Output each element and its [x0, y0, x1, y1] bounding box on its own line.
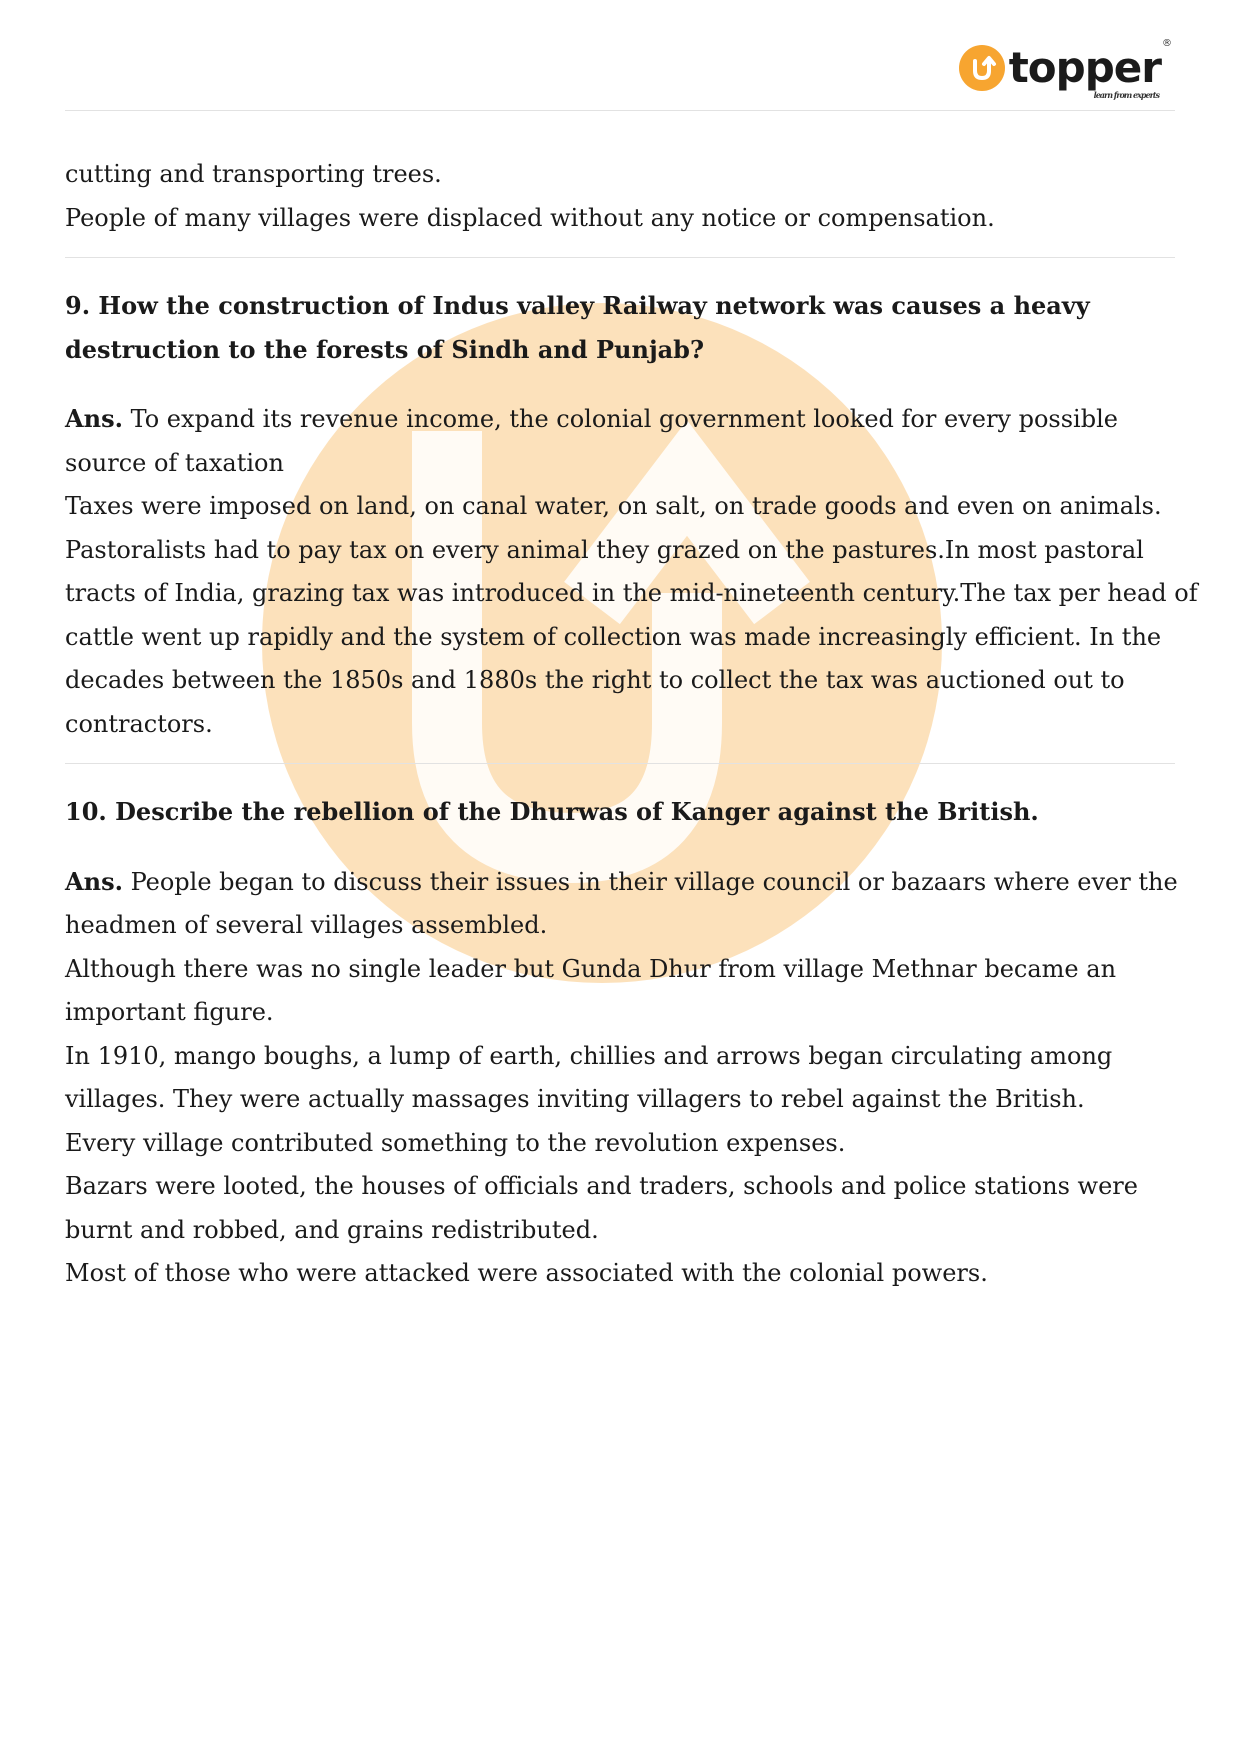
answer-line: Every village contributed something to the revolution expenses.	[65, 1128, 846, 1157]
answer-text: People began to discuss their issues in their village council or bazaars where ever the	[122, 867, 1178, 896]
answer-line	[65, 860, 1178, 905]
answer-label: Ans.	[65, 866, 123, 896]
text-line: cutting and transporting trees.	[65, 160, 442, 188]
question-10	[65, 790, 1175, 834]
question-line: destruction to the forests of Sindh and Punjab?	[65, 334, 705, 364]
answer-9	[65, 397, 1198, 746]
answer-line: important figure.	[65, 998, 274, 1026]
answer-line: headmen of several villages assembled.	[65, 911, 548, 939]
answer-line: Most of those who were attacked were associated with the colonial powers.	[65, 1259, 988, 1287]
answer-line: Taxes were imposed on land, on canal water, on salt, on trade goods and even on animals.	[65, 492, 1162, 520]
page-header	[65, 0, 1175, 111]
section-divider	[65, 763, 1175, 764]
answer-line: Pastoralists had to pay tax on every animal they grazed on the pastures.In most pastoral	[65, 535, 1144, 564]
topper-logo	[959, 38, 1171, 100]
answer-line: In 1910, mango boughs, a lump of earth, chillies and arrows began circulating among	[65, 1041, 1113, 1070]
logo-registered-mark: ®	[1162, 38, 1171, 49]
section-divider	[65, 257, 1175, 258]
answer-line: burnt and robbed, and grains redistributed.	[65, 1215, 599, 1244]
answer-line: villages. They were actually massages inviting villagers to rebel against the British.	[65, 1085, 1085, 1113]
page-content	[65, 153, 1198, 1296]
answer-label: Ans.	[65, 404, 123, 433]
question-line: 10. Describe the rebellion of the Dhurwas of Kanger against the British.	[65, 797, 1039, 826]
answer-line: contractors.	[65, 709, 213, 738]
previous-answer-continuation	[65, 153, 1175, 240]
answer-line: cattle went up rapidly and the system of collection was made increasingly efficient. In the	[65, 622, 1162, 651]
answer-line: tracts of India, grazing tax was introduced in the mid-nineteenth century.The tax per head of	[65, 579, 1198, 607]
logo-text: topper	[1008, 43, 1161, 92]
question-9	[65, 284, 1175, 371]
answer-line	[65, 397, 1175, 442]
question-line: 9. How the construction of Indus valley Railway network was causes a heavy	[65, 291, 1090, 320]
answer-line: source of taxation	[65, 448, 284, 477]
answer-line: Although there was no single leader but Gunda Dhur from village Methnar became an	[65, 954, 1117, 983]
logo-wordmark	[1008, 38, 1171, 100]
u-arrow-icon	[959, 45, 1005, 91]
logo-tagline: learn from experts	[1093, 90, 1159, 100]
answer-text: To expand its revenue income, the colonial government looked for every possible	[122, 405, 1118, 433]
answer-10	[65, 860, 1178, 1296]
text-line: People of many villages were displaced without any notice or compensation.	[65, 203, 995, 232]
answer-line: decades between the 1850s and 1880s the right to collect the tax was auctioned out to	[65, 666, 1125, 694]
answer-line: Bazars were looted, the houses of officials and traders, schools and police stations were	[65, 1172, 1138, 1200]
